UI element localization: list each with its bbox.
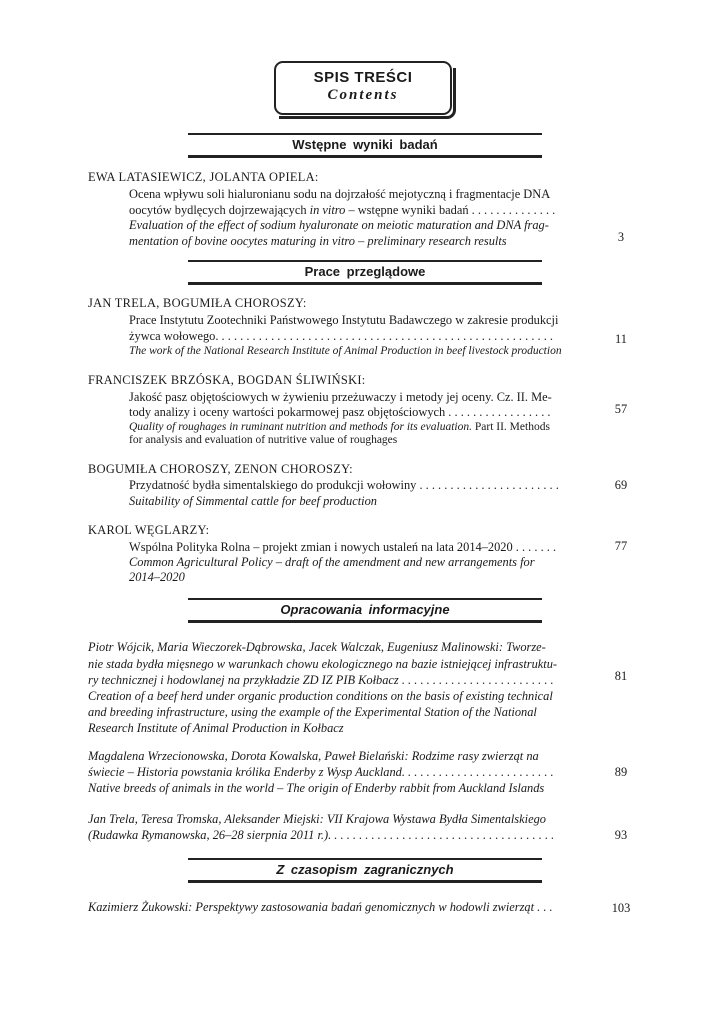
page-subtitle: Contents [327,87,399,103]
entry-page-number: 11 [615,332,627,346]
entry-authors: JAN TRELA, BOGUMIŁA CHOROSZY: [88,296,307,310]
entry-translation-line: Research Institute of Animal Production in Kołbacz [88,721,344,735]
entry-title-line: tody analizy i oceny wartości pokarmowej pasz objętościowych . . . . . . . . . . . . . . . . . [129,405,551,419]
entry-title-line: Jakość pasz objętościowych w żywieniu przeżuwaczy i metody jej oceny. Cz. II. Me- [129,390,552,404]
entry-page-number: 3 [617,230,625,244]
entry-title-line: nie stada bydła mięsnego w warunkach chowu ekologicznego na bazie istniejącej infrastruktu- [88,657,558,671]
entry-translation-line: Evaluation of the effect of sodium hyaluronate on meiotic maturation and DNA frag- [129,218,549,232]
entry-title-line: (Rudawka Rymanowska, 26–28 sierpnia 2011 r.). . . . . . . . . . . . . . . . . . . . . . . . . . . . . . . . . . . . . [88,828,555,842]
entry-translation-line: Creation of a beef herd under organic production conditions on the basis of existing technical [88,689,553,703]
entry-title-line: Piotr Wójcik, Maria Wieczorek-Dąbrowska, Jacek Walczak, Eugeniusz Malinowski: Tworze- [88,640,546,654]
entry-authors: KAROL WĘGLARZY: [88,523,210,537]
entry-title-line: ry technicznej i hodowlanej na przykładzie ZD IZ PIB Kołbacz . . . . . . . . . . . . . . . . . . . . . . . . . [88,673,554,687]
entry-title-line: Magdalena Wrzecionowska, Dorota Kowalska, Paweł Bielański: Rodzime rasy zwierząt na [88,749,539,763]
section-heading: Wstępne wyniki badań [188,133,542,158]
entry-translation-line: for analysis and evaluation of nutritive value of roughages [129,434,398,446]
entry-title-line: Kazimierz Żukowski: Perspektywy zastosowania badań genomicznych w hodowli zwierząt . . . [88,900,553,914]
entry-title-line: Jan Trela, Teresa Tromska, Aleksander Miejski: VII Krajowa Wystawa Bydła Simentalskiego [88,812,546,826]
entry-translation-line: Native breeds of animals in the world – The origin of Enderby rabbit from Auckland Islands [88,781,545,795]
entry-title-line: Wspólna Polityka Rolna – projekt zmian i nowych ustaleń na lata 2014–2020 . . . . . . . [129,540,557,554]
entry-translation-line: Suitability of Simmental cattle for beef production [129,494,378,508]
entry-title-line: oocytów bydlęcych dojrzewających in vitro – wstępne wyniki badań . . . . . . . . . . . . . . [129,203,556,217]
page-title: SPIS TREŚCI [313,69,413,86]
entry-authors: BOGUMIŁA CHOROSZY, ZENON CHOROSZY: [88,462,353,476]
entry-title-line: żywca wołowego. . . . . . . . . . . . . . . . . . . . . . . . . . . . . . . . . . . . . . . . . . . . . . . . . . . . . . . [129,329,554,343]
entry-authors: EWA LATASIEWICZ, JOLANTA OPIELA: [88,170,319,184]
entry-authors: FRANCISZEK BRZÓSKA, BOGDAN ŚLIWIŃSKI: [88,373,366,387]
contents-title-box [274,61,452,115]
section-heading: Z czasopism zagranicznych [188,858,542,883]
entry-page-number: 69 [614,478,628,492]
entry-translation-line: The work of the National Research Institute of Animal Production in beef livestock production [129,345,562,357]
entry-page-number: 93 [614,828,628,842]
entry-page-number: 77 [614,539,628,553]
entry-title-line: świecie – Historia powstania królika Enderby z Wysp Auckland. . . . . . . . . . . . . . . . . . . . . . . . . [88,765,554,779]
entry-translation-line: mentation of bovine oocytes maturing in vitro – preliminary research results [129,234,507,248]
entry-page-number: 81 [614,669,628,683]
entry-title-line: Prace Instytutu Zootechniki Państwowego Instytutu Badawczego w zakresie produkcji [129,313,559,327]
entry-page-number: 57 [614,402,628,416]
entry-translation-line: and breeding infrastructure, using the example of the Experimental Station of the National [88,705,537,719]
entry-translation-line: Common Agricultural Policy – draft of the amendment and new arrangements for [129,555,535,569]
entry-title-line: Przydatność bydła simentalskiego do produkcji wołowiny . . . . . . . . . . . . . . . . . . . . . . . [129,478,559,492]
entry-page-number: 103 [611,901,631,915]
entry-page-number: 89 [614,765,628,779]
section-heading: Prace przeglądowe [188,260,542,285]
entry-title-line: Ocena wpływu soli hialuronianu sodu na dojrzałość mejotyczną i fragmentacje DNA [129,187,551,201]
entry-translation-line: 2014–2020 [129,570,185,584]
section-heading: Opracowania informacyjne [188,598,542,623]
entry-translation-line: Quality of roughages in ruminant nutrition and methods for its evaluation. Part II. Methods [129,421,550,433]
